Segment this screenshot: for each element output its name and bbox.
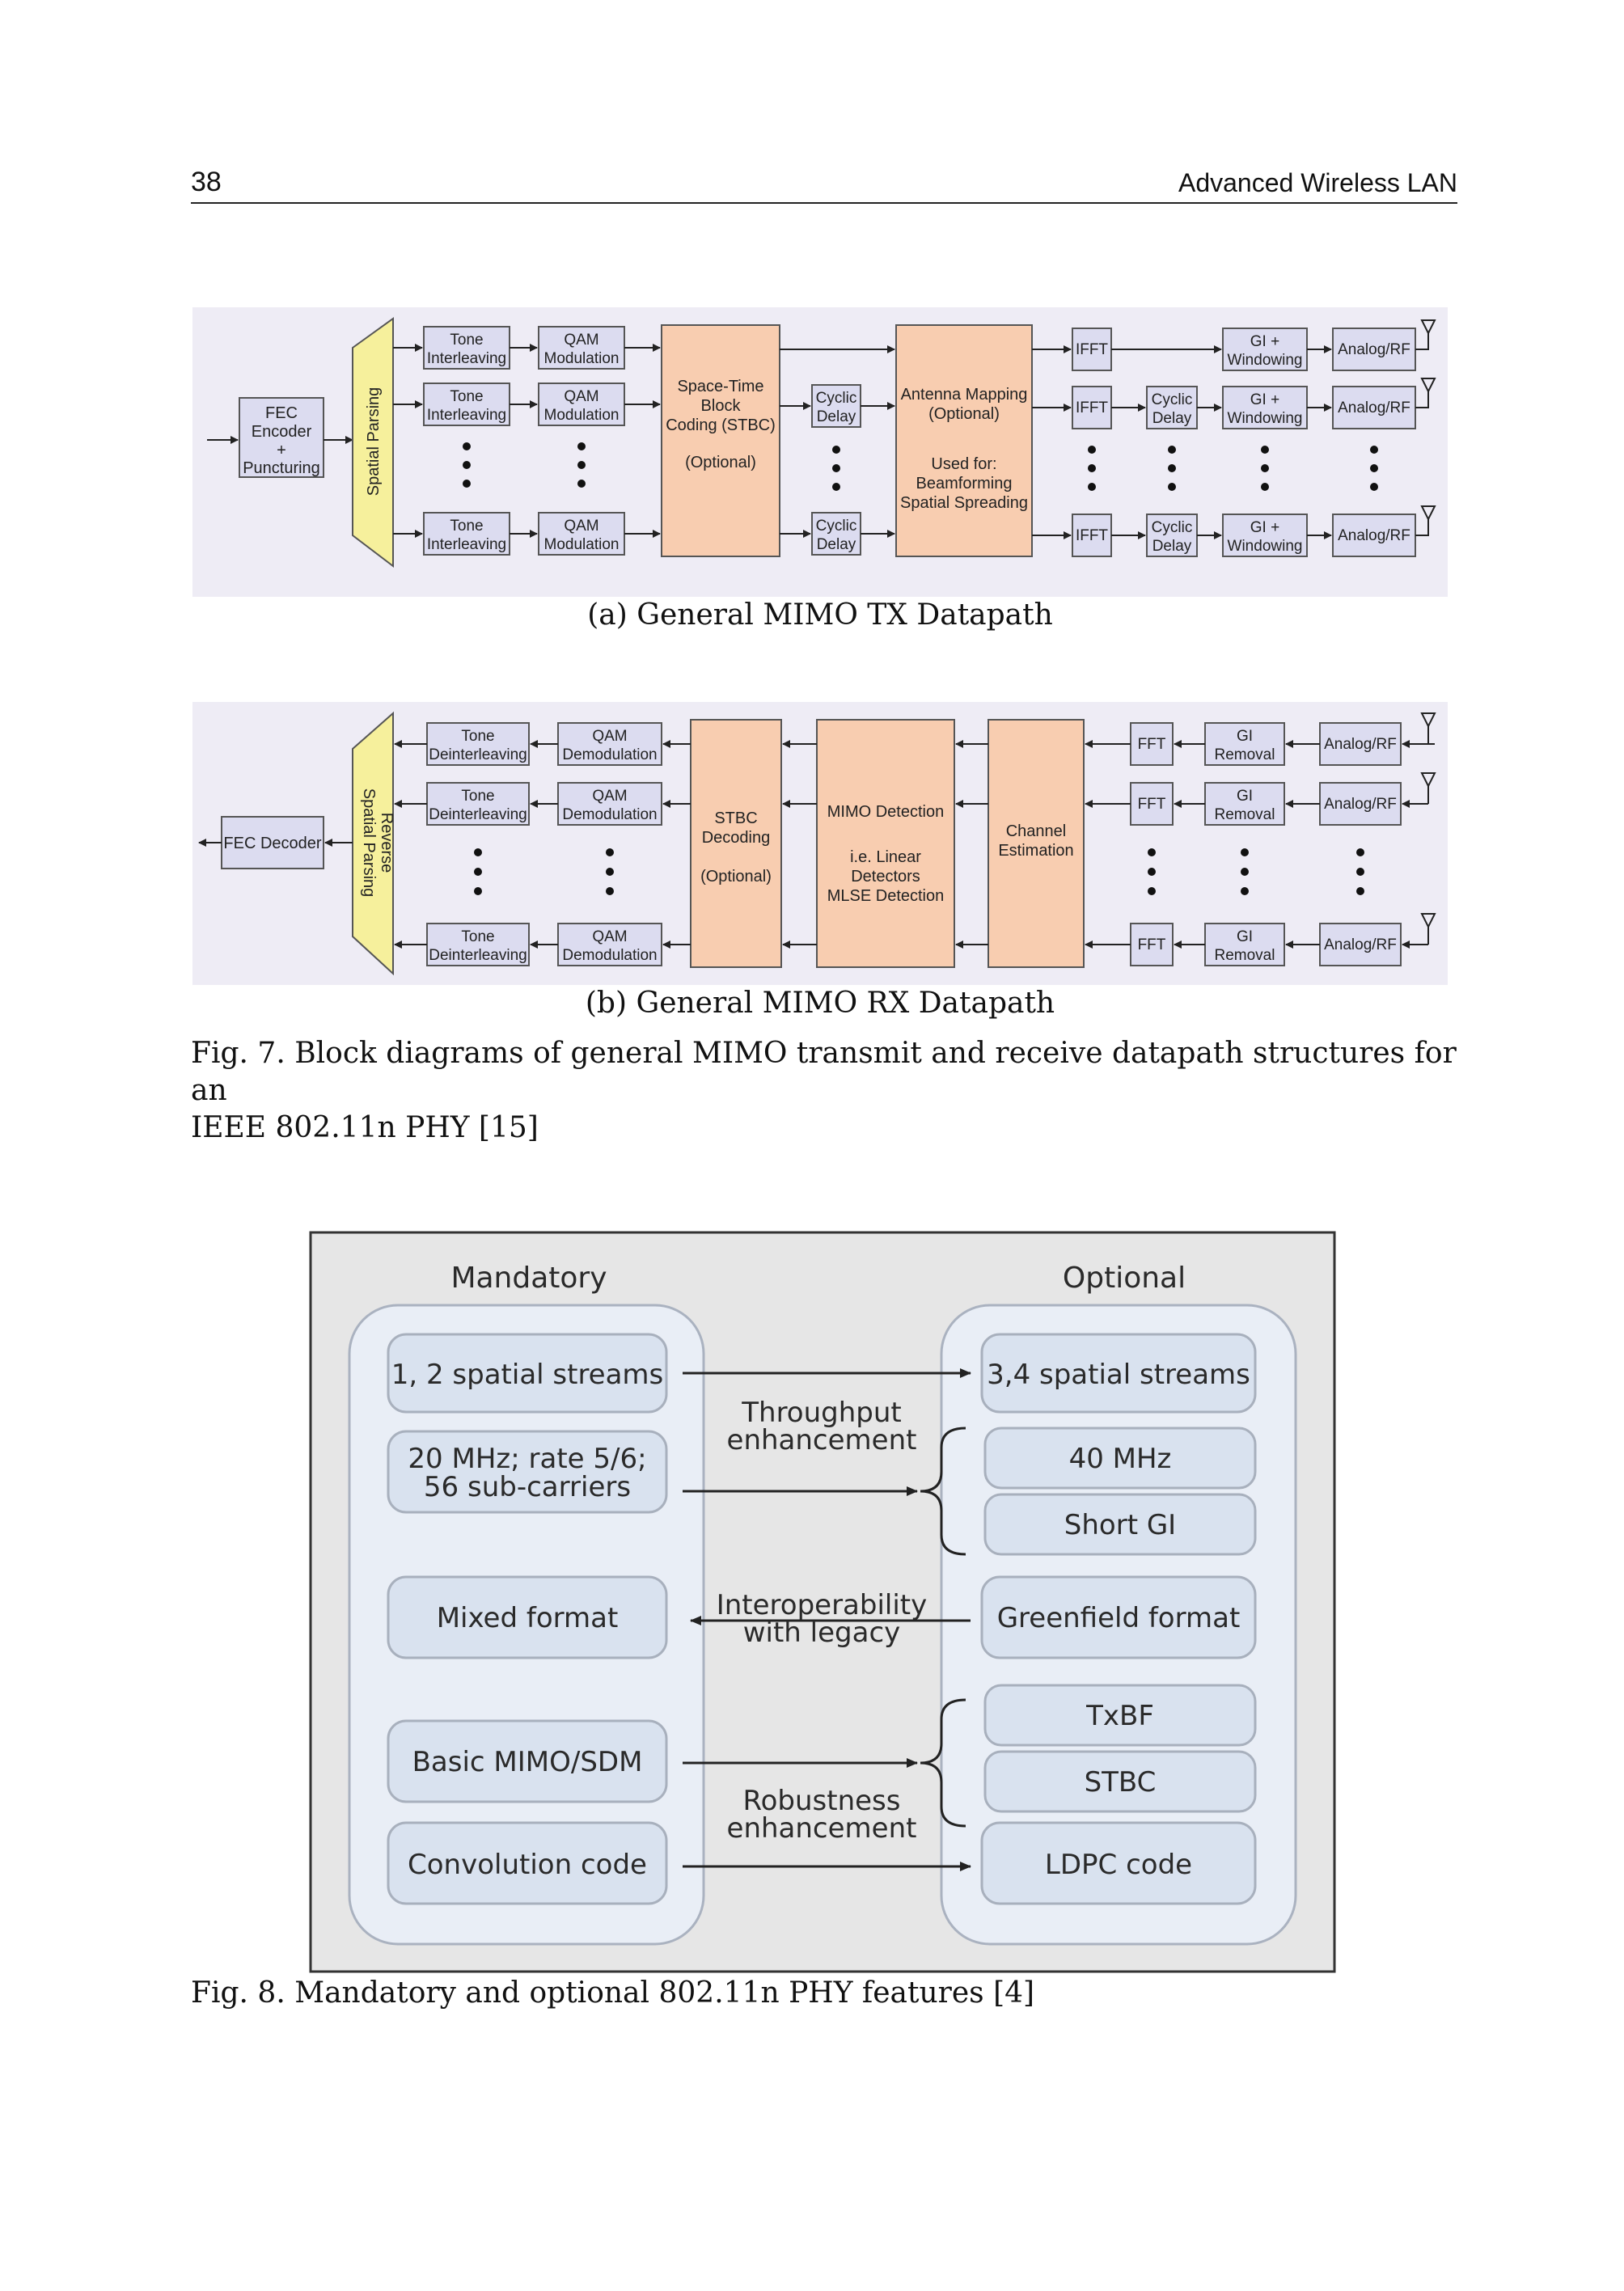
svg-text:Deinterleaving: Deinterleaving bbox=[429, 806, 527, 823]
svg-text:Analog/RF: Analog/RF bbox=[1324, 796, 1397, 813]
optional-feature-7 bbox=[982, 1823, 1255, 1904]
svg-text:FFT: FFT bbox=[1137, 796, 1166, 813]
optional-feature-5 bbox=[985, 1685, 1255, 1745]
svg-text:Windowing: Windowing bbox=[1227, 538, 1303, 555]
optional-feature-6 bbox=[985, 1752, 1255, 1811]
svg-text:Deinterleaving: Deinterleaving bbox=[429, 746, 527, 763]
svg-text:FEC Decoder: FEC Decoder bbox=[223, 835, 322, 852]
svg-text:Reverse: Reverse bbox=[378, 812, 395, 873]
svg-text:enhancement: enhancement bbox=[726, 1812, 917, 1845]
svg-text:Tone: Tone bbox=[461, 788, 495, 805]
svg-text:3,4 spatial streams: 3,4 spatial streams bbox=[987, 1359, 1250, 1391]
svg-text:QAM: QAM bbox=[592, 788, 628, 805]
stbc-decoding-block bbox=[691, 720, 781, 967]
tx-subcaption: (a) General MIMO TX Datapath bbox=[587, 598, 1053, 632]
svg-text:QAM: QAM bbox=[592, 728, 628, 745]
svg-text:Windowing: Windowing bbox=[1227, 410, 1303, 427]
svg-text:Interoperability: Interoperability bbox=[716, 1589, 928, 1621]
svg-text:Delay: Delay bbox=[816, 408, 856, 425]
robustness-label bbox=[727, 1785, 917, 1845]
svg-text:GI: GI bbox=[1236, 728, 1254, 745]
interoperability-label bbox=[717, 1589, 928, 1649]
svg-text:GI +: GI + bbox=[1250, 333, 1280, 350]
svg-text:FEC: FEC bbox=[265, 404, 298, 422]
svg-text:STBC: STBC bbox=[714, 809, 758, 827]
svg-text:Estimation: Estimation bbox=[998, 842, 1074, 860]
running-title: Advanced Wireless LAN bbox=[1178, 168, 1457, 197]
svg-text:(Optional): (Optional) bbox=[685, 454, 756, 471]
tx-datapath-diagram bbox=[192, 307, 1448, 597]
svg-text:Throughput: Throughput bbox=[742, 1397, 902, 1429]
svg-text:QAM: QAM bbox=[564, 388, 599, 405]
svg-text:Removal: Removal bbox=[1214, 947, 1275, 964]
svg-text:56 sub-carriers: 56 sub-carriers bbox=[423, 1471, 632, 1503]
svg-text:Detectors: Detectors bbox=[851, 868, 920, 886]
svg-text:Spatial Parsing: Spatial Parsing bbox=[365, 387, 383, 497]
svg-text:QAM: QAM bbox=[564, 518, 599, 535]
svg-text:20 MHz; rate 5/6;: 20 MHz; rate 5/6; bbox=[408, 1443, 647, 1475]
svg-text:Spatial Spreading: Spatial Spreading bbox=[900, 494, 1028, 512]
optional-feature-4 bbox=[982, 1577, 1255, 1658]
svg-text:Cyclic: Cyclic bbox=[815, 518, 857, 535]
antenna-mapping-block bbox=[896, 325, 1032, 556]
svg-text:Spatial Parsing: Spatial Parsing bbox=[360, 788, 378, 898]
svg-text:Tone: Tone bbox=[450, 332, 484, 349]
svg-text:Space-Time: Space-Time bbox=[677, 378, 764, 395]
mandatory-feature-2 bbox=[388, 1431, 666, 1512]
svg-text:Beamforming: Beamforming bbox=[916, 475, 1013, 492]
svg-text:IFFT: IFFT bbox=[1075, 341, 1109, 358]
mimo-detection-block bbox=[817, 720, 954, 967]
svg-text:Interleaving: Interleaving bbox=[426, 536, 507, 553]
fec-encoder-block bbox=[239, 398, 324, 477]
rx-datapath-diagram bbox=[192, 702, 1448, 985]
svg-text:Basic MIMO/SDM: Basic MIMO/SDM bbox=[412, 1746, 643, 1778]
svg-text:Channel: Channel bbox=[1005, 822, 1067, 840]
svg-text:FFT: FFT bbox=[1137, 736, 1166, 753]
svg-text:Mixed format: Mixed format bbox=[436, 1602, 619, 1634]
rx-subcaption: (b) General MIMO RX Datapath bbox=[585, 987, 1055, 1020]
reverse-spatial-parsing-block bbox=[353, 713, 395, 974]
optional-feature-3 bbox=[985, 1494, 1255, 1554]
svg-text:Antenna Mapping: Antenna Mapping bbox=[900, 386, 1028, 404]
svg-text:Demodulation: Demodulation bbox=[562, 806, 658, 823]
svg-text:(Optional): (Optional) bbox=[928, 405, 1000, 423]
phy-features-diagram bbox=[309, 1231, 1336, 1973]
svg-text:Delay: Delay bbox=[1152, 538, 1192, 555]
svg-text:FFT: FFT bbox=[1137, 936, 1166, 953]
svg-text:Windowing: Windowing bbox=[1227, 352, 1303, 369]
svg-text:Coding (STBC): Coding (STBC) bbox=[666, 416, 776, 434]
svg-text:QAM: QAM bbox=[592, 928, 628, 945]
svg-text:GI: GI bbox=[1236, 928, 1254, 945]
svg-text:GI: GI bbox=[1236, 788, 1254, 805]
svg-text:Cyclic: Cyclic bbox=[815, 390, 857, 407]
svg-text:Removal: Removal bbox=[1214, 806, 1275, 823]
svg-text:Analog/RF: Analog/RF bbox=[1338, 341, 1410, 358]
svg-text:i.e. Linear: i.e. Linear bbox=[850, 848, 921, 866]
svg-text:Modulation: Modulation bbox=[543, 350, 620, 367]
optional-feature-2 bbox=[985, 1428, 1255, 1488]
optional-title: Optional bbox=[1062, 1262, 1186, 1295]
svg-text:Delay: Delay bbox=[816, 536, 856, 553]
svg-text:QAM: QAM bbox=[564, 332, 599, 349]
svg-text:GI +: GI + bbox=[1250, 391, 1280, 408]
svg-text:IFFT: IFFT bbox=[1075, 527, 1109, 544]
svg-text:Interleaving: Interleaving bbox=[426, 407, 507, 424]
svg-text:Cyclic: Cyclic bbox=[1151, 391, 1193, 408]
svg-text:1, 2 spatial streams: 1, 2 spatial streams bbox=[391, 1359, 664, 1391]
svg-text:Analog/RF: Analog/RF bbox=[1338, 399, 1410, 416]
mandatory-feature-3 bbox=[388, 1577, 666, 1658]
svg-text:GI +: GI + bbox=[1250, 519, 1280, 536]
svg-text:Short GI: Short GI bbox=[1064, 1509, 1177, 1541]
svg-text:MIMO Detection: MIMO Detection bbox=[827, 803, 945, 821]
svg-text:Interleaving: Interleaving bbox=[426, 350, 507, 367]
svg-text:Tone: Tone bbox=[461, 728, 495, 745]
svg-text:Deinterleaving: Deinterleaving bbox=[429, 947, 527, 964]
fec-decoder-block bbox=[222, 817, 324, 869]
stbc-block bbox=[662, 325, 780, 556]
svg-text:TxBF: TxBF bbox=[1086, 1700, 1154, 1732]
svg-text:Decoding: Decoding bbox=[701, 829, 771, 847]
svg-text:Delay: Delay bbox=[1152, 410, 1192, 427]
svg-text:Encoder: Encoder bbox=[251, 423, 312, 441]
svg-text:Modulation: Modulation bbox=[543, 536, 620, 553]
svg-text:Tone: Tone bbox=[461, 928, 495, 945]
svg-text:Analog/RF: Analog/RF bbox=[1324, 736, 1397, 753]
mandatory-feature-5 bbox=[388, 1823, 666, 1904]
svg-text:Removal: Removal bbox=[1214, 746, 1275, 763]
mandatory-feature-1 bbox=[388, 1334, 666, 1412]
mandatory-feature-4 bbox=[388, 1721, 666, 1802]
svg-text:+: + bbox=[277, 442, 286, 459]
svg-text:Used for:: Used for: bbox=[931, 455, 997, 473]
svg-text:Puncturing: Puncturing bbox=[243, 459, 320, 477]
svg-text:enhancement: enhancement bbox=[726, 1424, 917, 1456]
svg-text:LDPC code: LDPC code bbox=[1044, 1849, 1193, 1881]
spatial-parsing-block bbox=[353, 319, 393, 566]
svg-text:with legacy: with legacy bbox=[742, 1617, 901, 1649]
optional-feature-1 bbox=[982, 1334, 1255, 1412]
svg-text:Robustness: Robustness bbox=[742, 1785, 901, 1817]
svg-text:STBC: STBC bbox=[1084, 1766, 1157, 1799]
svg-text:Analog/RF: Analog/RF bbox=[1338, 527, 1410, 544]
svg-text:Cyclic: Cyclic bbox=[1151, 519, 1193, 536]
page-header bbox=[191, 165, 1457, 204]
svg-text:MLSE Detection: MLSE Detection bbox=[827, 887, 945, 905]
svg-text:Demodulation: Demodulation bbox=[562, 947, 658, 964]
svg-text:Convolution code: Convolution code bbox=[408, 1849, 647, 1881]
fig8-caption: Fig. 8. Mandatory and optional 802.11n PHY features [4] bbox=[191, 1976, 1035, 2010]
throughput-label bbox=[727, 1397, 917, 1456]
svg-text:Tone: Tone bbox=[450, 388, 484, 405]
page-number: 38 bbox=[191, 167, 222, 197]
svg-text:Demodulation: Demodulation bbox=[562, 746, 658, 763]
mandatory-title: Mandatory bbox=[450, 1262, 607, 1295]
svg-text:Analog/RF: Analog/RF bbox=[1324, 936, 1397, 953]
channel-estimation-block bbox=[988, 720, 1084, 967]
svg-text:Modulation: Modulation bbox=[543, 407, 620, 424]
svg-text:(Optional): (Optional) bbox=[700, 868, 772, 886]
svg-text:40 MHz: 40 MHz bbox=[1068, 1443, 1172, 1475]
svg-text:Block: Block bbox=[700, 397, 741, 415]
svg-text:Greenfield format: Greenfield format bbox=[996, 1602, 1241, 1634]
svg-text:Tone: Tone bbox=[450, 518, 484, 535]
svg-text:IFFT: IFFT bbox=[1075, 399, 1109, 416]
fig7-caption: Fig. 7. Block diagrams of general MIMO transmit and receive datapath structures for an IEEE 802.11n PHY [15] bbox=[191, 1037, 1457, 1144]
